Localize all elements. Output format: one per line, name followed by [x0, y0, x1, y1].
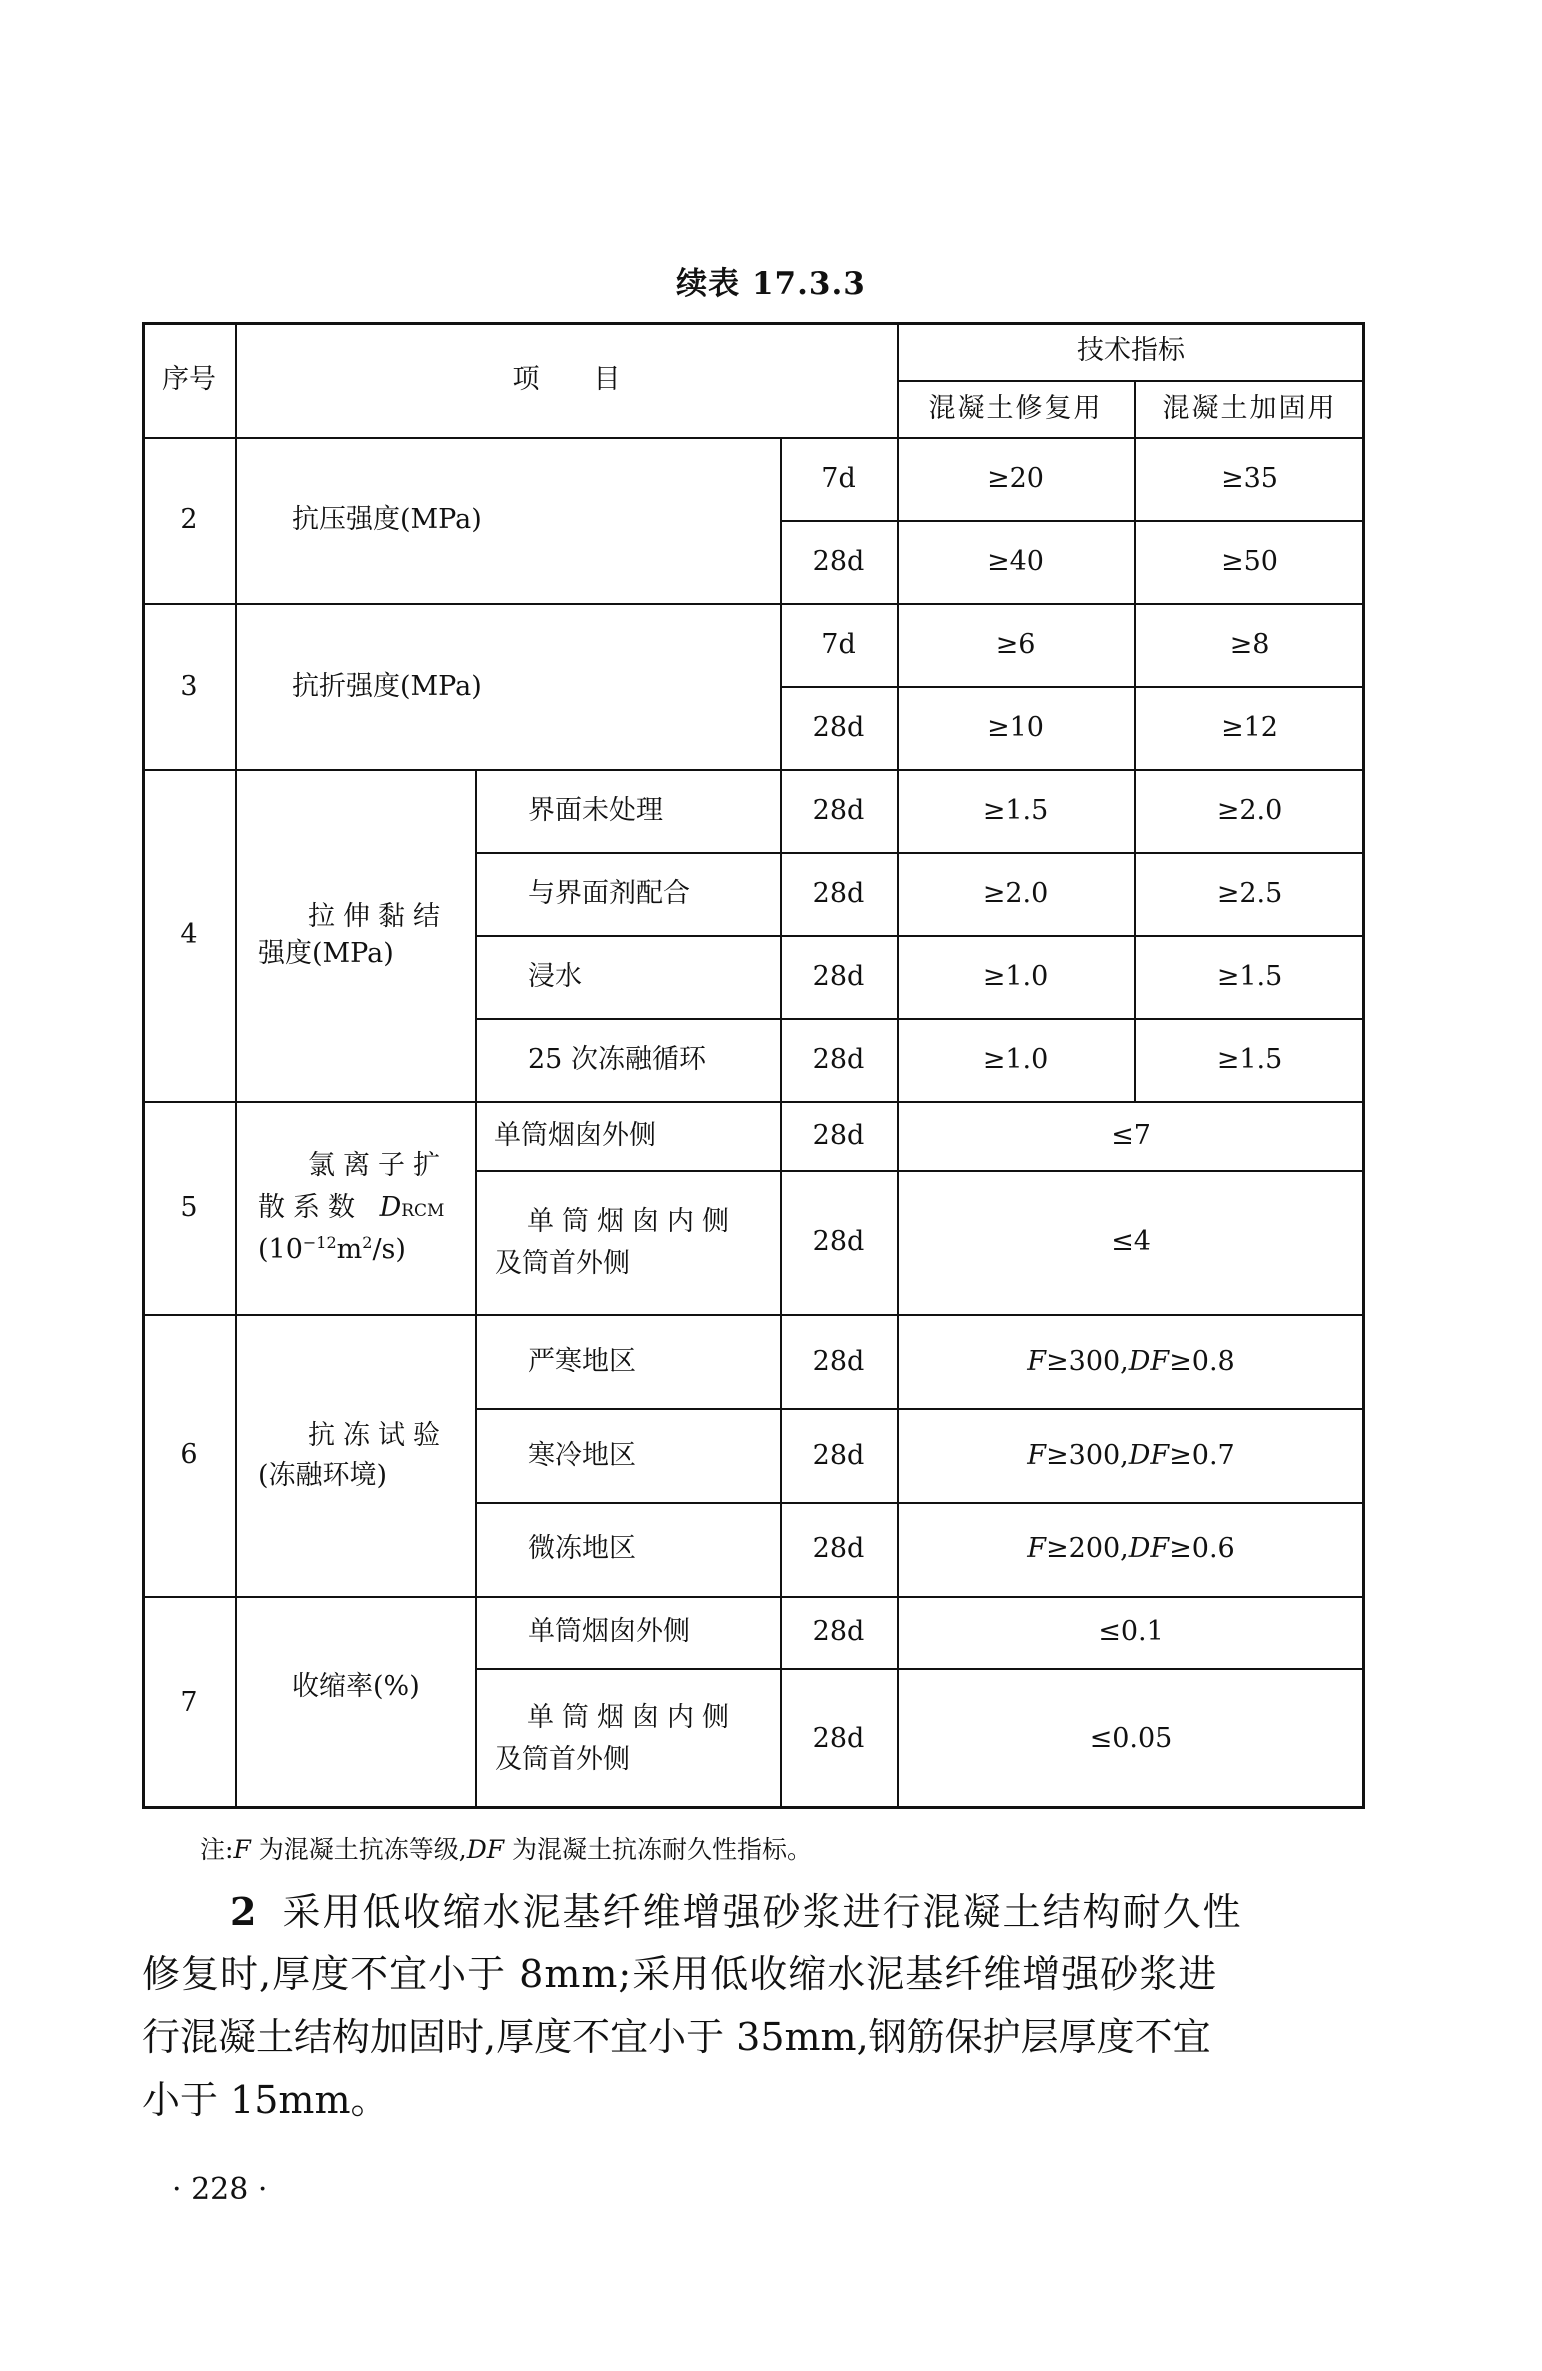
condition: 微冻地区	[528, 1533, 636, 1565]
value-reinforce: ≥1.5	[1216, 961, 1283, 993]
condition: 界面未处理	[528, 795, 663, 827]
row-item-line1: 抗冻试验	[308, 1420, 448, 1452]
value-merged: F ≥300, DF ≥0.8	[1027, 1345, 1235, 1377]
row-item-line1: 氯离子扩	[308, 1150, 448, 1182]
value-repair: ≥40	[987, 545, 1044, 577]
condition-line2: 及筒首外侧	[495, 1247, 630, 1279]
paragraph-line-2: 修复时,厚度不宜小于 8mm;采用低收缩水泥基纤维增强砂浆进	[142, 1952, 1218, 1996]
row-seq: 7	[180, 1686, 198, 1718]
table-note: 注:F 为混凝土抗冻等级,DF 为混凝土抗冻耐久性指标。	[200, 1835, 813, 1864]
page-number: · 228 ·	[172, 2172, 268, 2207]
age: 28d	[812, 961, 865, 993]
value-repair: ≥1.0	[982, 1043, 1049, 1075]
value-repair: ≥1.5	[982, 795, 1049, 827]
age: 28d	[812, 1043, 865, 1075]
condition-line1: 单筒烟囱内侧	[527, 1205, 737, 1237]
value-reinforce: ≥8	[1229, 629, 1270, 661]
row-item-line2: 强度(MPa)	[258, 937, 394, 969]
condition-line1: 单筒烟囱内侧	[527, 1702, 737, 1734]
clause-number: 2	[230, 1889, 259, 1934]
condition: 与界面剂配合	[528, 878, 690, 910]
value-reinforce: ≥50	[1221, 545, 1278, 577]
value-merged: ≤7	[1111, 1120, 1151, 1152]
value-merged: ≤0.1	[1098, 1616, 1164, 1648]
age: 7d	[821, 463, 856, 495]
value-reinforce: ≥12	[1221, 712, 1278, 744]
age: 7d	[821, 629, 856, 661]
row-item: 抗压强度(MPa)	[292, 504, 482, 536]
age: 28d	[812, 1226, 865, 1258]
age: 28d	[812, 795, 865, 827]
value-reinforce: ≥2.0	[1216, 795, 1283, 827]
row-seq: 6	[180, 1439, 198, 1471]
paragraph-line-1: 2 采用低收缩水泥基纤维增强砂浆进行混凝土结构耐久性	[230, 1889, 1243, 1934]
age: 28d	[812, 1439, 865, 1471]
header-reinforce: 混凝土加固用	[1162, 392, 1337, 424]
condition: 寒冷地区	[528, 1439, 636, 1471]
row-item: 抗折强度(MPa)	[292, 670, 482, 702]
subscript-rcm: RCM	[401, 1201, 445, 1222]
age: 28d	[812, 1533, 865, 1565]
paragraph-line-4: 小于 15mm。	[142, 2078, 389, 2122]
row-seq: 2	[180, 504, 198, 536]
row-seq: 3	[180, 670, 198, 702]
condition: 单筒烟囱外侧	[494, 1120, 656, 1152]
row-item-line3: $(10^{-12}m^2/s)$	[258, 1232, 406, 1265]
row-seq: 5	[180, 1191, 198, 1223]
value-repair: ≥1.0	[982, 961, 1049, 993]
value-reinforce: ≥2.5	[1216, 878, 1283, 910]
value-merged: F ≥300, DF ≥0.7	[1027, 1439, 1235, 1471]
condition	[475, 1669, 780, 1809]
row-item: 收缩率(%)	[292, 1670, 420, 1702]
header-repair: 混凝土修复用	[928, 392, 1103, 424]
age: 28d	[812, 1722, 865, 1754]
value-repair: ≥10	[987, 712, 1044, 744]
paragraph-line-3: 行混凝土结构加固时,厚度不宜小于 35mm,钢筋保护层厚度不宜	[142, 2015, 1211, 2059]
age: 28d	[812, 1616, 865, 1648]
condition: 单筒烟囱外侧	[528, 1616, 690, 1648]
value-repair: ≥6	[995, 629, 1036, 661]
row-item	[236, 1315, 475, 1596]
header-seq: 序号	[162, 363, 216, 395]
age: 28d	[812, 1345, 865, 1377]
header-tech-indicators: 技术指标	[1077, 334, 1185, 366]
age: 28d	[812, 878, 865, 910]
value-merged: ≤0.05	[1089, 1722, 1173, 1754]
header-item: 项 目	[512, 363, 621, 395]
row-item-line2: (冻融环境)	[258, 1459, 388, 1491]
value-reinforce: ≥35	[1221, 463, 1278, 495]
condition: 严寒地区	[528, 1345, 636, 1377]
row-item-line1: 拉伸黏结	[308, 901, 448, 933]
age: 28d	[812, 545, 865, 577]
table-title: 续表 17.3.3	[676, 266, 866, 302]
condition: 25 次冻融循环	[528, 1043, 706, 1075]
value-repair: ≥20	[987, 463, 1044, 495]
condition-line2: 及筒首外侧	[495, 1744, 630, 1775]
value-merged: F ≥200, DF ≥0.6	[1027, 1533, 1235, 1565]
value-repair: ≥2.0	[982, 878, 1049, 910]
value-reinforce: ≥1.5	[1216, 1043, 1283, 1075]
age: 28d	[812, 712, 865, 744]
value-merged: ≤4	[1111, 1226, 1151, 1258]
condition	[475, 1171, 780, 1314]
symbol-d: D	[379, 1192, 402, 1224]
row-item	[236, 1102, 475, 1314]
condition: 浸水	[528, 961, 582, 993]
row-item	[236, 770, 475, 1101]
row-item-line2: 散系数 DRCM	[258, 1192, 445, 1224]
age: 28d	[812, 1120, 865, 1152]
row-seq: 4	[180, 919, 198, 951]
